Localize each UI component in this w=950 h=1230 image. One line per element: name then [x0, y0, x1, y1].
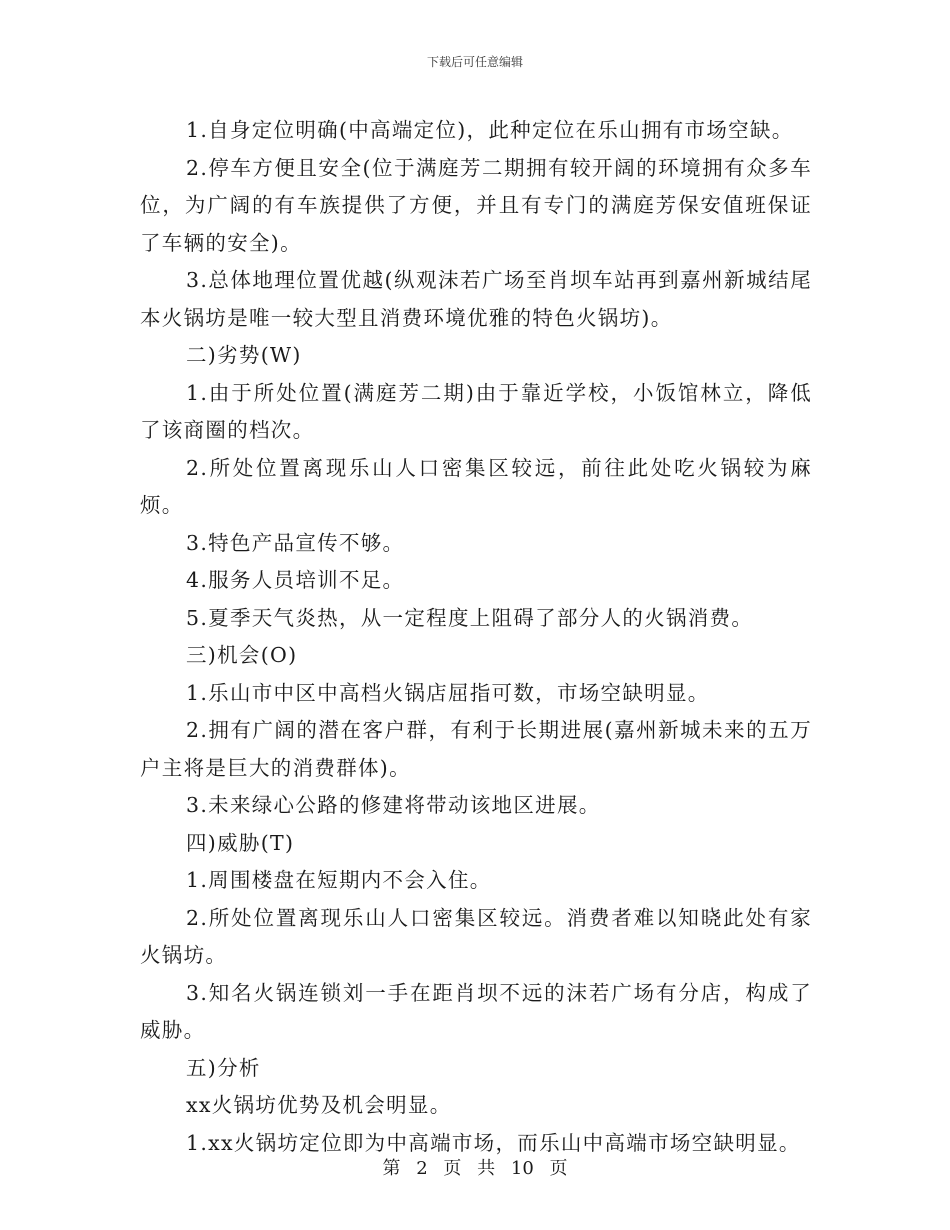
header-note: 下载后可任意编辑 [426, 55, 523, 69]
paragraph: xx火锅坊优势及机会明显。 [186, 1093, 452, 1117]
paragraph: 1.乐山市中区中高档火锅店屈指可数，市场空缺明显。 [186, 680, 710, 705]
paragraph: 3.总体地理位置优越(纵观沫若广场至肖坝车站再到嘉州新城结尾本火锅坊是唯一较大型且消费环境优雅的特色火锅坊)。 [140, 268, 812, 330]
paragraph: 3.未来绿心公路的修建将带动该地区进展。 [186, 793, 601, 817]
paragraph: 2.拥有广阔的潜在客户群，有利于长期进展(嘉州新城未来的五万户主将是巨大的消费群体)。 [140, 718, 812, 780]
paragraph: 1.由于所处位置(满庭芳二期)由于靠近学校，小饭馆林立，降低了该商圈的档次。 [140, 380, 812, 442]
paragraph: 1.自身定位明确(中高端定位)，此种定位在乐山拥有市场空缺。 [186, 118, 794, 142]
page-footer [0, 1154, 950, 1180]
section-heading: 三)机会(O) [186, 643, 298, 667]
paragraph: 2.所处位置离现乐山人口密集区较远。消费者难以知晓此处有家火锅坊。 [140, 905, 812, 967]
paragraph: 4.服务人员培训不足。 [186, 568, 405, 592]
paragraph: 1.周围楼盘在短期内不会入住。 [186, 868, 492, 892]
paragraph: 2.停车方便且安全(位于满庭芳二期拥有较开阔的环境拥有众多车位，为广阔的有车族提供了方便，并且有专门的满庭芳保安值班保证了车辆的安全)。 [140, 155, 812, 255]
section-heading: 二)劣势(W) [186, 343, 302, 367]
section-heading: 五)分析 [186, 1055, 261, 1080]
footer-page-number: 2 [416, 1158, 428, 1179]
paragraph: 1.xx火锅坊定位即为中高端市场，而乐山中高端市场空缺明显。 [186, 1130, 801, 1155]
paragraph: 3.知名火锅连锁刘一手在距肖坝不远的沫若广场有分店，构成了威胁。 [140, 980, 812, 1042]
section-heading: 四)威胁(T) [186, 830, 295, 855]
footer-total-word: 共 [477, 1158, 496, 1179]
footer-prefix: 第 [382, 1158, 401, 1179]
footer-suffix: 页 [549, 1158, 568, 1179]
footer-page-word: 页 [443, 1158, 462, 1179]
document-body [140, 112, 812, 1162]
footer-total-pages: 10 [510, 1158, 534, 1179]
paragraph: 5.夏季天气炎热，从一定程度上阻碍了部分人的火锅消费。 [186, 605, 754, 630]
paragraph: 3.特色产品宣传不够。 [186, 530, 405, 555]
paragraph: 2.所处位置离现乐山人口密集区较远，前往此处吃火锅较为麻烦。 [140, 455, 812, 517]
